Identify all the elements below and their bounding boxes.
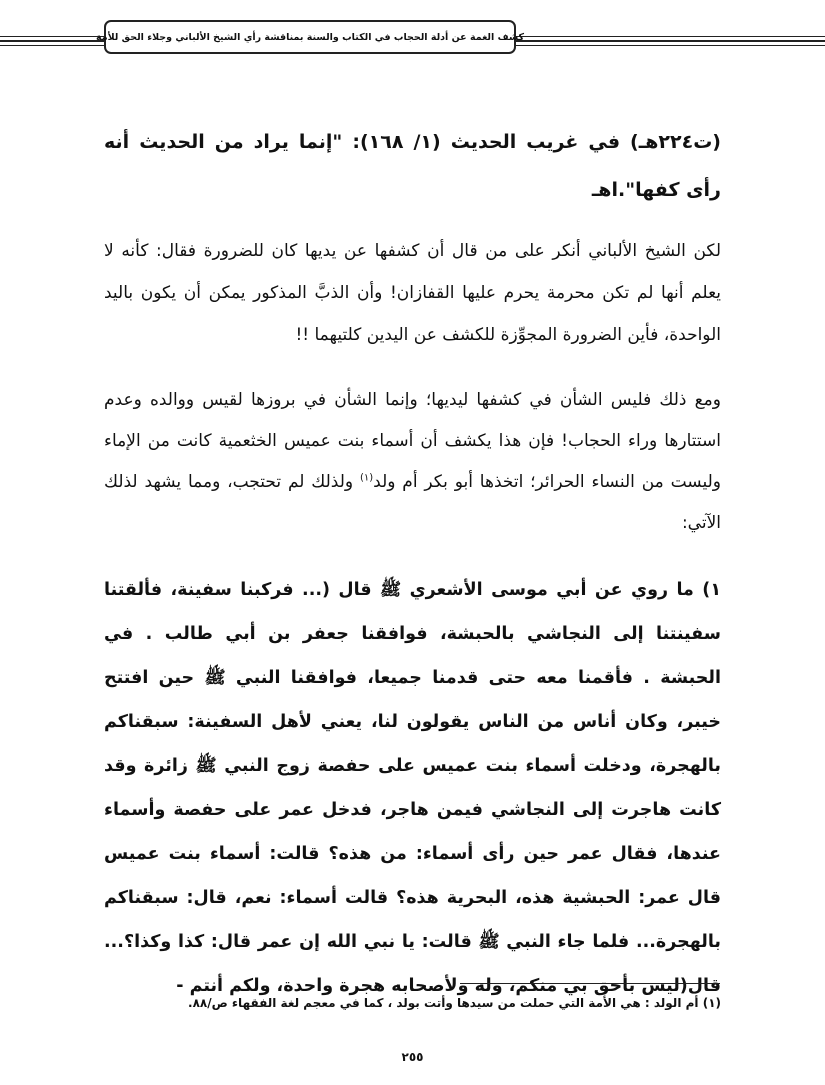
paragraph-albani-objection: لكن الشيخ الألباني أنكر على من قال أن كشفها عن يديها كان للضرورة فقال: كأنه لا يعلم أنها لم تكن محرمة يحرم عليها القفازان! وأن الذبَّ المذكور يمكن أن يكون باليد الواحدة، فأين الضرورة المجوِّزة للكشف عن اليدين كلتيهما !!	[104, 241, 721, 345]
running-header-title: كشف الغمة عن أدلة الحجاب في الكتاب والسنة بمناقشة رأي الشيخ الألباني وجلاء الحق للأمة	[95, 31, 525, 43]
page-number: ٢٥٥	[401, 1050, 424, 1064]
paragraph-asma-text-2: ولذلك لم تحتجب، ومما يشهد لذلك الآتي:	[104, 472, 721, 533]
running-header	[95, 20, 525, 54]
paragraph-asma-status	[104, 380, 721, 544]
footnote-reference[interactable]: (١)	[359, 472, 374, 484]
footnote: (١) أم الولد : هي الأمة التي حملت من سيدها وأتت بولد ، كما في معجم لغة الفقهاء ص/٨٨.	[188, 996, 721, 1010]
paragraph-hadith-abu-musa: ١) ما روي عن أبي موسى الأشعري ﷺ قال (... فركبنا سفينة، فألقتنا سفينتنا إلى النجاشي بالحبشة، فوافقنا جعفر بن أبي طالب . في الحبشة . فأقمنا معه حتى قدمنا جميعا، فوافقنا النبي ﷺ حين افتتح خيبر، وكان أناس من الناس يقولون لنا، يعني لأهل السفينة: سبقناكم بالهجرة، ودخلت أسماء بنت عميس على حفصة زوج النبي ﷺ زائرة وقد كانت هاجرت إلى النجاشي فيمن هاجر، فدخل عمر على حفصة وأسماء عندها، فقال عمر حين رأى أسماء: من هذه؟ قالت: أسماء بنت عميس قال عمر: الحبشية هذه، البحرية هذه؟ قالت أسماء: نعم، قال: سبقناكم بالهجرة... فلما جاء النبي ﷺ قالت: يا نبي الله إن عمر قال: كذا وكذا؟... قال(ليس بأحق بي منكم، وله ولأصحابه هجرة واحدة، ولكم أنتم -	[104, 580, 721, 996]
paragraph-asma-text-1: ومع ذلك فليس الشأن في كشفها ليديها؛ وإنما الشأن في بروزها لقيس ووالده وعدم استتارها وراء الحجاب! فإن هذا يكشف أن أسماء بنت عميس الخثعمية كانت من الإماء وليست من النساء الحرائر؛ اتخذها أبو بكر أم ولد	[104, 390, 721, 492]
paragraph-citation: (ت٢٢٤هـ) في غريب الحديث (١/ ١٦٨): "إنما يراد من الحديث أنه رأى كفها".اهـ	[104, 131, 721, 201]
footnote-separator	[460, 983, 720, 984]
page-body	[104, 118, 721, 1008]
